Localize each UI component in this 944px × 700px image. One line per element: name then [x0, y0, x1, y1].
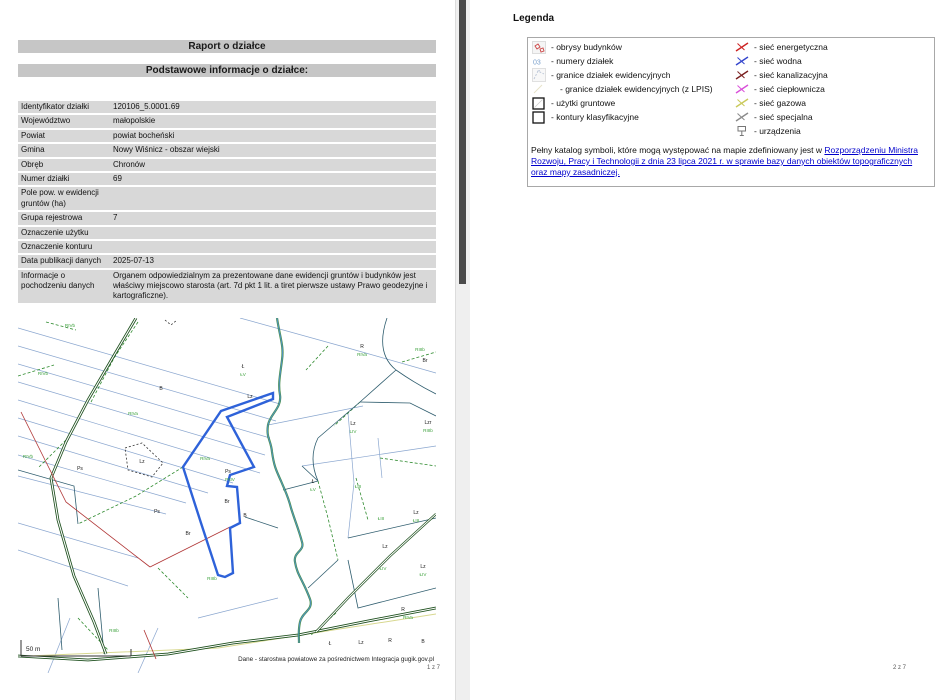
legend-item-label: - sieć wodna [754, 56, 802, 66]
row-value [110, 227, 436, 239]
legend-item-label: - sieć ciepłownicza [754, 84, 825, 94]
legend-item [735, 54, 930, 68]
map-label: R [360, 344, 364, 350]
map-label: Lzr [424, 420, 432, 426]
map-label: LIV [349, 429, 357, 434]
row-label: Data publikacji danych [18, 255, 110, 267]
map-label: ŁIV [419, 572, 427, 577]
highlighted-parcel-69 [183, 393, 273, 577]
dashed-contour [125, 320, 177, 477]
row-label: Informacje o pochodzeniu danych [18, 270, 110, 303]
roads [18, 318, 436, 660]
parcel-borders-icon [532, 68, 551, 82]
row-label: Oznaczenie użytku [18, 227, 110, 239]
map-label: Ł [328, 641, 332, 647]
row-label: Identyfikator działki [18, 101, 110, 113]
legend-item [735, 110, 930, 124]
parcel-info-table [18, 99, 436, 305]
map-label: R [401, 607, 405, 613]
row-value: 120106_5.0001.69 [110, 101, 436, 113]
map-label: B [159, 386, 163, 392]
info-table-body [18, 101, 436, 303]
row-value: 2025-07-13 [110, 255, 436, 267]
legend-item [532, 96, 727, 110]
land-use-icon [532, 97, 551, 110]
map-label: Br [422, 358, 428, 364]
legend-item [532, 40, 727, 54]
legend-box [527, 37, 935, 187]
table-row [18, 144, 436, 156]
row-label: Województwo [18, 115, 110, 127]
map-label: ŁIII [377, 516, 385, 521]
map-label: Ł [311, 479, 315, 485]
map-label: Lz [139, 459, 145, 465]
row-label: Gmina [18, 144, 110, 156]
map-label: Lz [247, 394, 253, 400]
row-value [110, 187, 436, 210]
map-label: RIIIb [109, 628, 119, 633]
map-label: RIVa [403, 615, 413, 620]
water-network-icon [735, 55, 754, 67]
row-value: powiat bocheński [110, 130, 436, 142]
sewer-network-icon [735, 69, 754, 81]
page-number-1: 1 z 7 [427, 665, 441, 671]
map-label: ŁIII [354, 484, 362, 489]
legend-item-label: - urządzenia [754, 126, 801, 136]
map-label: ŁIV [379, 566, 387, 571]
row-label: Numer działki [18, 173, 110, 185]
devices-icon [735, 125, 754, 137]
map-label: Lz [413, 510, 419, 516]
legend-item [532, 82, 727, 96]
map-label: PsIV [225, 477, 235, 482]
legend-item-label: - użytki gruntowe [551, 98, 616, 108]
legend-item-label: - sieć kanalizacyjna [754, 70, 828, 80]
map-label: B [243, 513, 247, 519]
page-title: Raport o działce [18, 40, 436, 53]
map-label: Br [185, 531, 191, 537]
map-label: RIVb [37, 371, 49, 376]
map-canvas [18, 318, 436, 673]
map-label: Ł [241, 364, 245, 370]
legend-title: Legenda [513, 13, 555, 24]
utility-red-lines [21, 412, 230, 659]
legend-item [532, 54, 727, 68]
map-label: Lz [350, 421, 356, 427]
map-label: Ps [225, 469, 231, 475]
gas-network-icon [735, 97, 754, 109]
map-label: RIVa [357, 352, 367, 357]
scale-label: 50 m [26, 646, 41, 653]
classification-contours-icon [532, 111, 551, 124]
legend-item-label: - granice działek ewidencyjnych (z LPIS) [560, 84, 713, 94]
map-label: Lz [382, 544, 388, 550]
note-text: Pełny katalog symboli, które mogą występować na mapie zdefiniowany jest w [531, 145, 825, 155]
row-label: Obręb [18, 159, 110, 171]
legend-item-label: - granice działek ewidencyjnych [551, 70, 671, 80]
scrollbar-track[interactable] [455, 0, 471, 700]
row-label: Oznaczenie konturu [18, 241, 110, 253]
table-row [18, 101, 436, 113]
legend-item-label: - sieć specjalna [754, 112, 813, 122]
scrollbar-thumb[interactable] [459, 0, 466, 284]
building-outlines-icon [532, 41, 551, 54]
table-row [18, 187, 436, 210]
legend-left-column [532, 40, 727, 124]
map-label: RIVb [22, 454, 34, 459]
table-row [18, 255, 436, 267]
map-label: RIVa [128, 411, 138, 416]
lpis-borders-icon [532, 83, 551, 95]
map-label: Ps [154, 509, 160, 515]
legend-item [532, 68, 727, 82]
symbols-catalog-note [531, 145, 929, 178]
table-row [18, 115, 436, 127]
map-label: R [388, 638, 392, 644]
special-network-icon [735, 111, 754, 123]
legend-item [735, 124, 930, 138]
row-value: 7 [110, 212, 436, 224]
legend-item-label: - sieć gazowa [754, 98, 806, 108]
map-label: ŁIII [412, 518, 420, 523]
legend-item [735, 96, 930, 110]
map-label: Ps [77, 466, 83, 472]
page-number-2: 2 z 7 [893, 665, 907, 671]
map-label: RIIIb [423, 428, 433, 433]
row-value: Chronów [110, 159, 436, 171]
cadastral-map [18, 318, 436, 673]
legend-right-column [735, 40, 930, 138]
section-title: Podstawowe informacje o działce: [18, 64, 436, 77]
row-label: Powiat [18, 130, 110, 142]
parcel-numbers-icon [532, 56, 551, 67]
table-row [18, 270, 436, 303]
legend-item [735, 40, 930, 54]
legend-item-label: - sieć energetyczna [754, 42, 828, 52]
report-page-2 [470, 0, 944, 700]
report-page-1 [0, 0, 455, 700]
map-label: Lz [358, 640, 364, 646]
row-value: małopolskie [110, 115, 436, 127]
stream [268, 318, 311, 643]
legend-item [735, 68, 930, 82]
map-label: Br [224, 499, 230, 505]
map-label: Lz [420, 564, 426, 570]
legend-item [735, 82, 930, 96]
table-row [18, 227, 436, 239]
table-row [18, 173, 436, 185]
row-value: Nowy Wiśnicz - obszar wiejski [110, 144, 436, 156]
map-label: RIIIb [415, 347, 425, 352]
legend-item [532, 110, 727, 124]
legend-item-label: - kontury klasyfikacyjne [551, 112, 639, 122]
map-label: ŁV [310, 487, 316, 492]
table-row [18, 241, 436, 253]
svg-text:03: 03 [533, 59, 541, 66]
map-label: RIIIb [207, 576, 217, 581]
legend-item-label: - numery działek [551, 56, 614, 66]
map-label: B [421, 639, 425, 645]
power-network-icon [735, 41, 754, 53]
map-label: ŁV [240, 372, 246, 377]
row-value: Organem odpowiedzialnym za prezentowane dane ewidencji gruntów i budynków jest właściwy miejscowo starosta (art. 7d pkt 1 lit. a tiret pierwsze ustawy Prawo geodezyjne i kartograficzne). [110, 270, 436, 303]
row-value: 69 [110, 173, 436, 185]
row-value [110, 241, 436, 253]
table-row [18, 159, 436, 171]
table-row [18, 130, 436, 142]
legend-item-label: - obrysy budynków [551, 42, 622, 52]
map-attribution: Dane - starostwa powiatowe za pośrednictwem Integracja gugik.gov.pl [238, 656, 434, 663]
table-row [18, 212, 436, 224]
heating-network-icon [735, 83, 754, 95]
regulation-link[interactable]: Rozporządzeniu Ministra Rozwoju, Pracy i Technologii z dnia 23 lipca 2021 r. w sprawie bazy danych obiektów topograficznych oraz mapy zasadniczej. [531, 145, 918, 177]
row-label: Grupa rejestrowa [18, 212, 110, 224]
map-label: RIVb [64, 323, 76, 328]
row-label: Pole pow. w ewidencji gruntów (ha) [18, 187, 110, 210]
map-label: RIVa [200, 456, 210, 461]
